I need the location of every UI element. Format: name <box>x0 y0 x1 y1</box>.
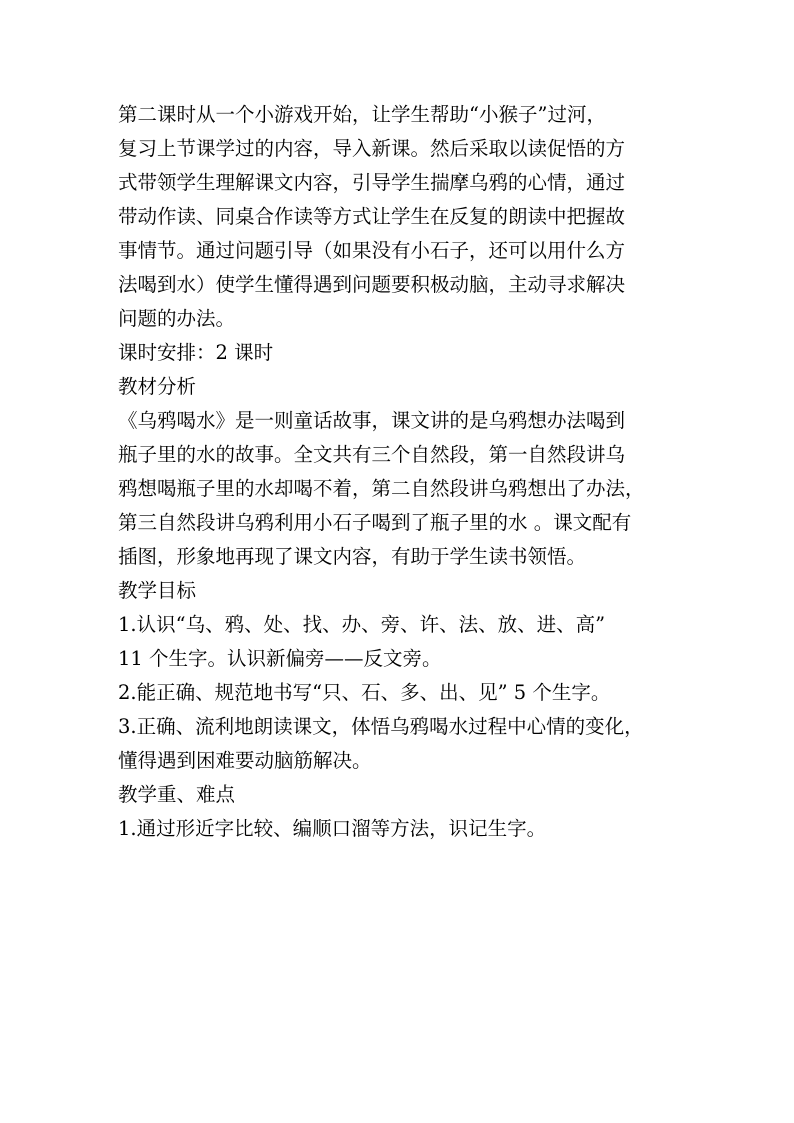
paragraph-line: 第二课时从一个小游戏开始，让学生帮助“小猴子”过河， <box>118 103 606 126</box>
paragraph-line: 式带领学生理解课文内容，引导学生揣摩乌鸦的心情，通过 <box>118 171 626 194</box>
goal-item-3: 3.正确、流利地朗读课文，体悟乌鸦喝水过程中心情的变化， <box>118 715 644 738</box>
goal-item-1: 1.认识“乌、鸦、处、找、办、旁、许、法、放、进、高” <box>118 613 606 636</box>
document-body <box>118 98 683 846</box>
paragraph-line: 问题的办法。 <box>118 307 236 330</box>
goal-item-1-continued: 11 个生字。认识新偏旁——反文旁。 <box>118 647 442 670</box>
paragraph-line: 第三自然段讲乌鸦利用小石子喝到了瓶子里的水 。课文配有 <box>118 511 632 534</box>
paragraph-line: 插图，形象地再现了课文内容，有助于学生读书领悟。 <box>118 545 587 568</box>
section-heading-material-analysis: 教材分析 <box>118 375 197 398</box>
paragraph-line: 瓶子里的水的故事。全文共有三个自然段，第一自然段讲乌 <box>118 443 626 466</box>
goal-item-3-continued: 懂得遇到困难要动脑筋解决。 <box>118 749 372 772</box>
paragraph-line: 《乌鸦喝水》是一则童话故事，课文讲的是乌鸦想办法喝到 <box>118 409 626 432</box>
paragraph-line: 法喝到水）使学生懂得遇到问题要积极动脑，主动寻求解决 <box>118 273 626 296</box>
section-heading-key-points: 教学重、难点 <box>118 783 236 806</box>
paragraph-line: 复习上节课学过的内容，导入新课。然后采取以读促悟的方 <box>118 137 626 160</box>
section-heading-teaching-goals: 教学目标 <box>118 579 197 602</box>
goal-item-2: 2.能正确、规范地书写“只、石、多、出、见” 5 个生字。 <box>118 681 611 704</box>
paragraph-line: 鸦想喝瓶子里的水却喝不着，第二自然段讲乌鸦想出了办法， <box>118 477 645 500</box>
paragraph-line: 事情节。通过问题引导（如果没有小石子，还可以用什么方 <box>118 239 626 262</box>
key-point-item-1: 1.通过形近字比较、编顺口溜等方法，识记生字。 <box>118 817 547 840</box>
schedule-line: 课时安排：2 课时 <box>118 341 274 364</box>
paragraph-line: 带动作读、同桌合作读等方式让学生在反复的朗读中把握故 <box>118 205 626 228</box>
